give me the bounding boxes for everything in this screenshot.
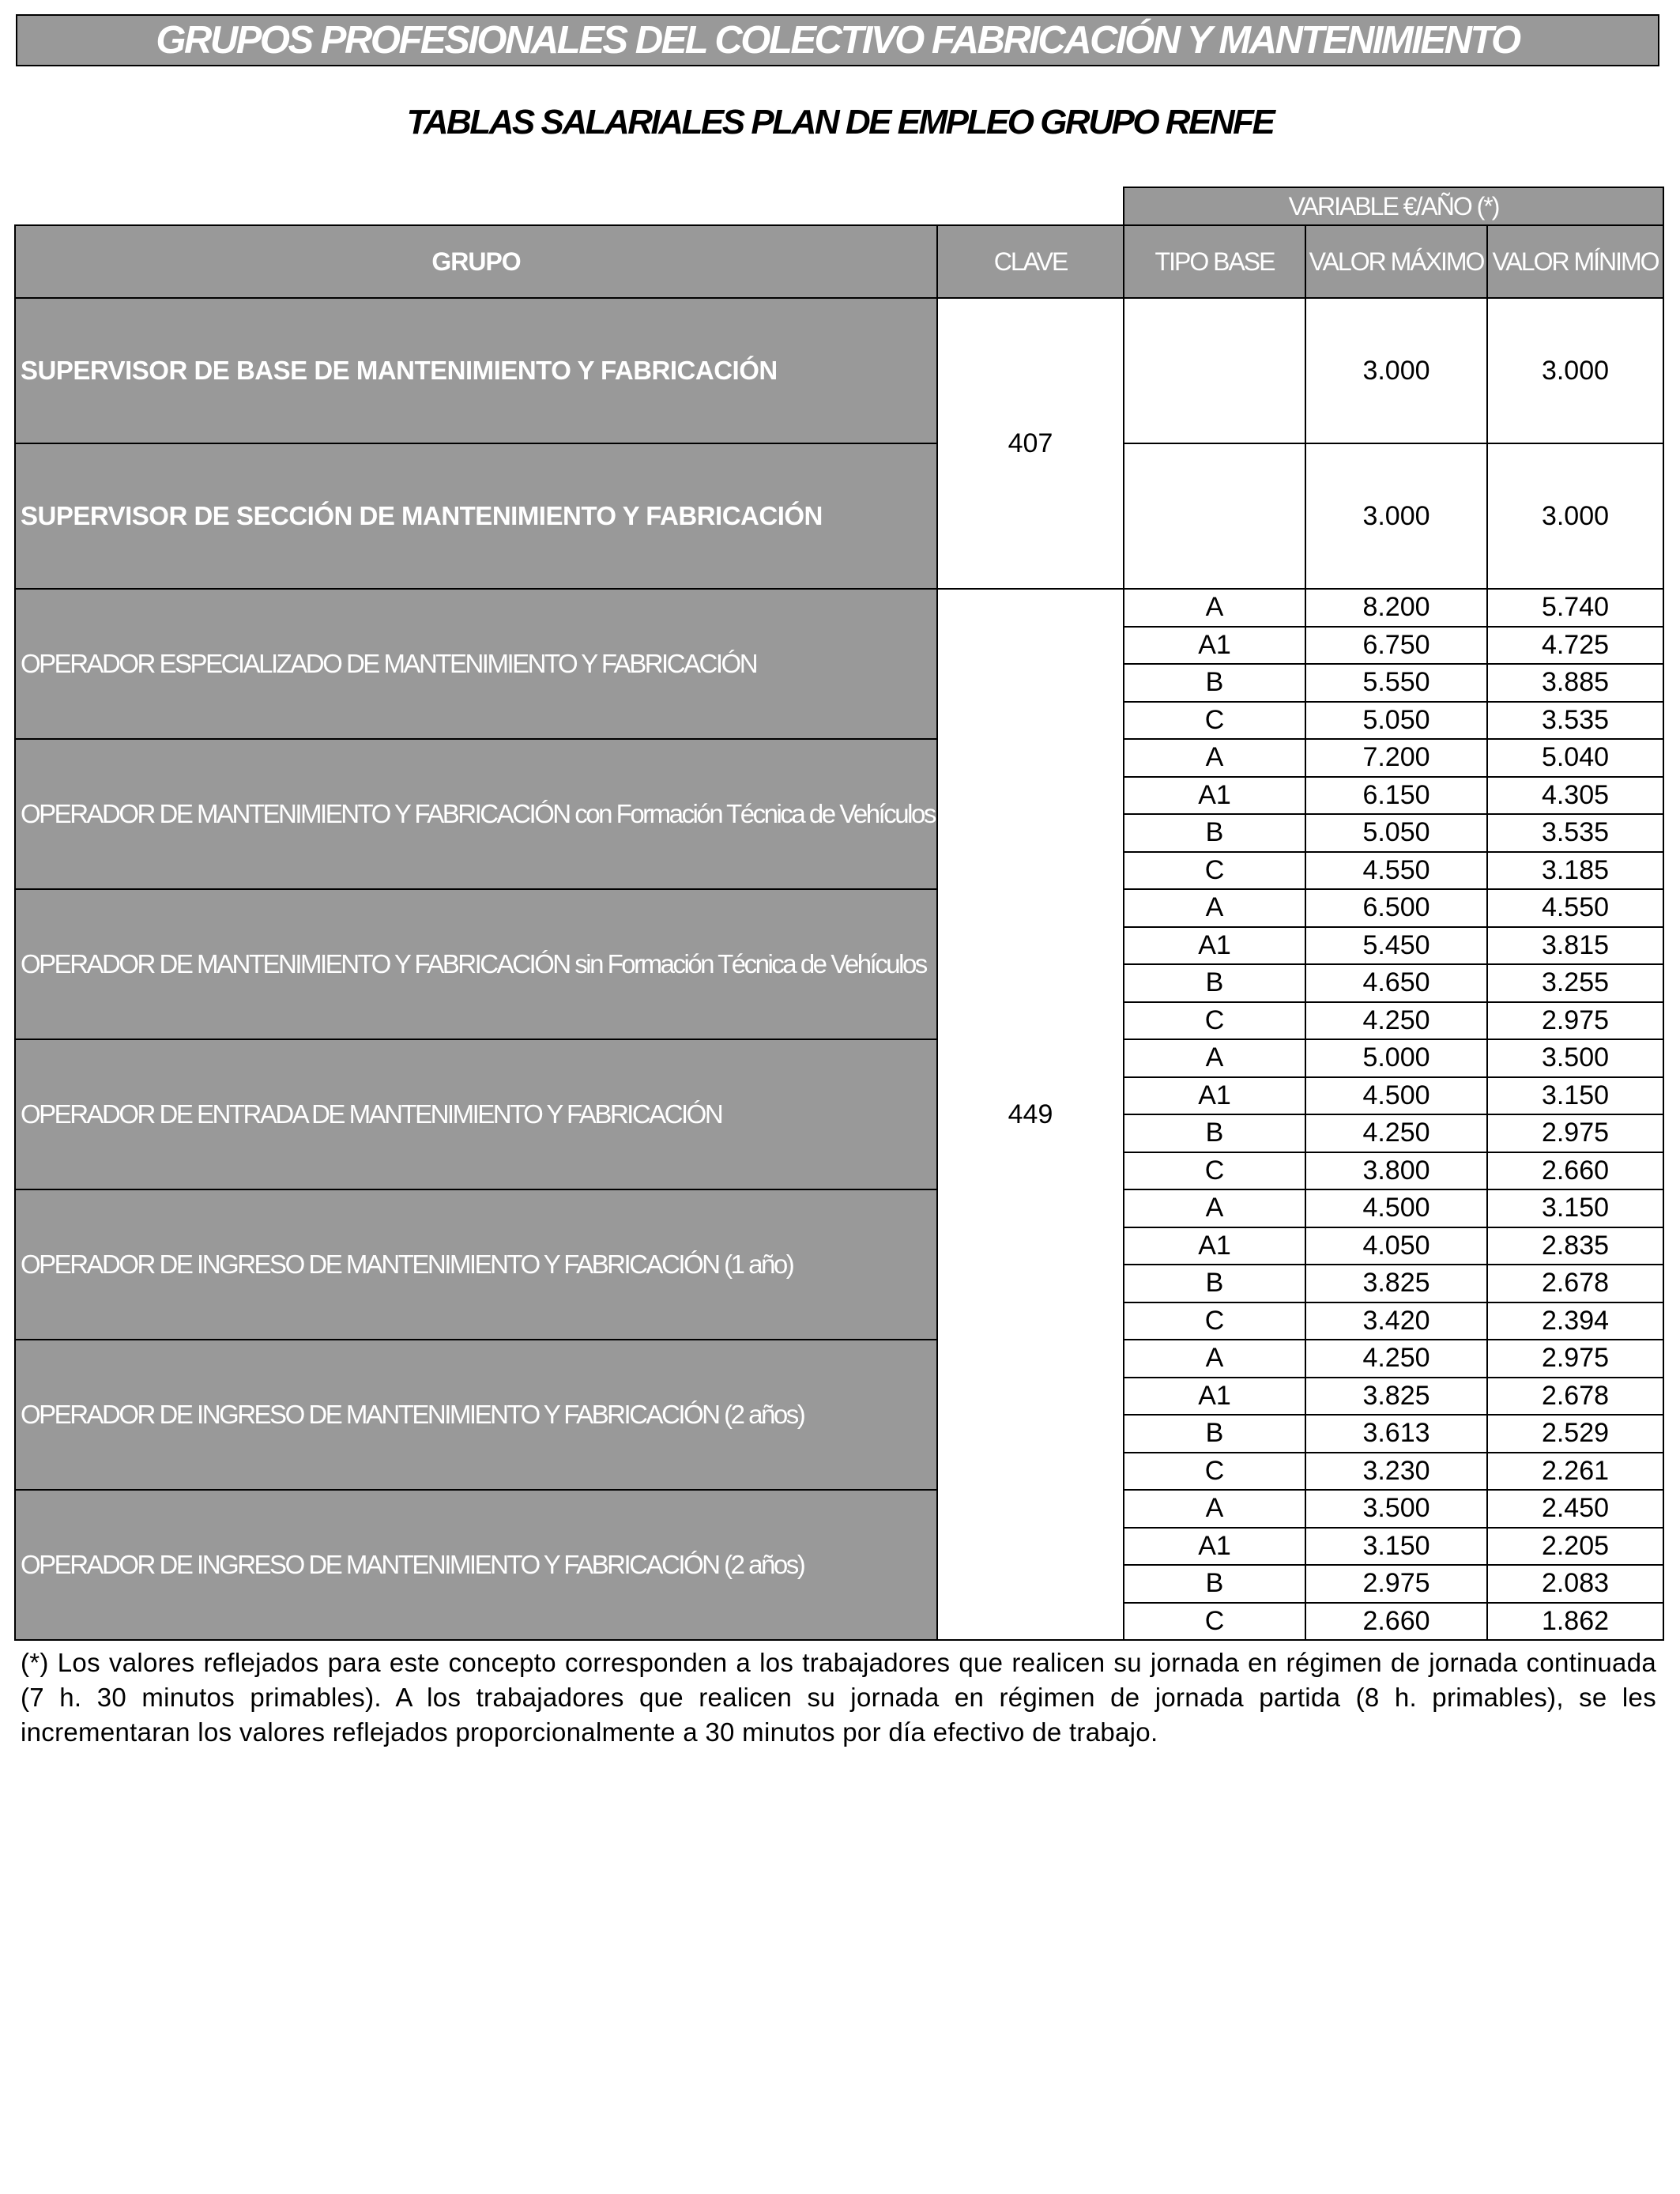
valor-maximo-cell: 3.613: [1305, 1415, 1487, 1453]
valor-maximo-cell: 4.500: [1305, 1189, 1487, 1227]
table-row: [15, 1490, 1663, 1528]
valor-maximo-cell: 3.420: [1305, 1302, 1487, 1340]
valor-minimo-cell: 3.815: [1487, 927, 1663, 965]
tipo-base-cell: A1: [1124, 777, 1305, 815]
header-spacer: [15, 187, 1124, 225]
footnote: (*) Los valores reflejados para este concepto corresponden a los trabajadores que realicen su jornada en régimen de jornada continuada (7 h. 30 minutos primables). A los trabajadores que realicen su jornada en régimen de jornada partida (8 h. primables), se les incrementaran los valores reflejados proporcionalmente a 30 minutos por día efectivo de trabajo.: [21, 1648, 1656, 1747]
valor-maximo-cell: 5.450: [1305, 927, 1487, 965]
table-row: [15, 889, 1663, 927]
table-row: [15, 739, 1663, 777]
tipo-base-cell: B: [1124, 814, 1305, 852]
salary-table: [14, 187, 1664, 1641]
grupo-cell: OPERADOR DE INGRESO DE MANTENIMIENTO Y FABRICACIÓN (1 año): [15, 1189, 937, 1340]
tipo-base-cell: B: [1124, 1265, 1305, 1302]
valor-maximo-cell: 8.200: [1305, 589, 1487, 627]
tipo-base-cell: A1: [1124, 927, 1305, 965]
header-variable: VARIABLE €/AÑO (*): [1124, 187, 1663, 225]
valor-maximo-cell: 4.550: [1305, 852, 1487, 890]
valor-maximo-cell: 4.500: [1305, 1077, 1487, 1115]
valor-maximo-cell: 4.250: [1305, 1340, 1487, 1378]
header-tipo-base: TIPO BASE: [1124, 225, 1305, 298]
valor-minimo-cell: 3.500: [1487, 1039, 1663, 1077]
table-row: [15, 443, 1663, 589]
valor-minimo-cell: 2.975: [1487, 1002, 1663, 1040]
table-row: [15, 298, 1663, 443]
valor-maximo-cell: 5.550: [1305, 664, 1487, 702]
tipo-base-cell: A: [1124, 1490, 1305, 1528]
valor-minimo-cell: 3.000: [1487, 298, 1663, 443]
valor-maximo-cell: 2.660: [1305, 1603, 1487, 1641]
tipo-base-cell: B: [1124, 1565, 1305, 1603]
valor-maximo-cell: 3.800: [1305, 1152, 1487, 1190]
valor-minimo-cell: 3.885: [1487, 664, 1663, 702]
tipo-base-cell: A: [1124, 1039, 1305, 1077]
grupo-cell: OPERADOR DE INGRESO DE MANTENIMIENTO Y FABRICACIÓN (2 años): [15, 1340, 937, 1490]
tipo-base-cell: A: [1124, 889, 1305, 927]
header-valor-minimo: VALOR MÍNIMO: [1487, 225, 1663, 298]
valor-maximo-cell: 5.050: [1305, 814, 1487, 852]
table-row: [15, 1189, 1663, 1227]
tipo-base-cell: A1: [1124, 1227, 1305, 1265]
tipo-base-cell: C: [1124, 1302, 1305, 1340]
valor-minimo-cell: 4.725: [1487, 627, 1663, 665]
valor-maximo-cell: 5.000: [1305, 1039, 1487, 1077]
valor-maximo-cell: 6.150: [1305, 777, 1487, 815]
valor-minimo-cell: 3.255: [1487, 964, 1663, 1002]
tipo-base-cell: C: [1124, 1152, 1305, 1190]
grupo-cell: SUPERVISOR DE SECCIÓN DE MANTENIMIENTO Y FABRICACIÓN: [15, 443, 937, 589]
tipo-base-cell: A1: [1124, 1528, 1305, 1566]
valor-minimo-cell: 5.040: [1487, 739, 1663, 777]
tipo-base-cell: B: [1124, 664, 1305, 702]
valor-minimo-cell: 3.185: [1487, 852, 1663, 890]
tipo-base-cell: A1: [1124, 627, 1305, 665]
tipo-base-cell: A: [1124, 1340, 1305, 1378]
valor-minimo-cell: 1.862: [1487, 1603, 1663, 1641]
valor-maximo-cell: 6.500: [1305, 889, 1487, 927]
valor-maximo-cell: 7.200: [1305, 739, 1487, 777]
valor-maximo-cell: 3.000: [1305, 298, 1487, 443]
tipo-base-cell: A: [1124, 739, 1305, 777]
tipo-base-cell: [1124, 443, 1305, 589]
grupo-cell: OPERADOR DE INGRESO DE MANTENIMIENTO Y FABRICACIÓN (2 años): [15, 1490, 937, 1640]
tipo-base-cell: C: [1124, 702, 1305, 740]
tipo-base-cell: B: [1124, 1114, 1305, 1152]
tipo-base-cell: A: [1124, 589, 1305, 627]
header-grupo: GRUPO: [15, 225, 937, 298]
valor-maximo-cell: 3.000: [1305, 443, 1487, 589]
tipo-base-cell: A1: [1124, 1378, 1305, 1416]
table-row: [15, 1340, 1663, 1378]
valor-minimo-cell: 3.150: [1487, 1189, 1663, 1227]
valor-minimo-cell: 2.660: [1487, 1152, 1663, 1190]
grupo-cell: OPERADOR ESPECIALIZADO DE MANTENIMIENTO Y FABRICACIÓN: [15, 589, 937, 739]
valor-minimo-cell: 2.529: [1487, 1415, 1663, 1453]
valor-maximo-cell: 4.650: [1305, 964, 1487, 1002]
clave-cell: 407: [937, 298, 1124, 589]
valor-maximo-cell: 3.230: [1305, 1453, 1487, 1491]
grupo-cell: OPERADOR DE MANTENIMIENTO Y FABRICACIÓN con Formación Técnica de Vehículos: [15, 739, 937, 889]
table-row: [15, 589, 1663, 627]
tipo-base-cell: A1: [1124, 1077, 1305, 1115]
valor-minimo-cell: 2.083: [1487, 1565, 1663, 1603]
header-clave: CLAVE: [937, 225, 1124, 298]
valor-maximo-cell: 2.975: [1305, 1565, 1487, 1603]
grupo-cell: SUPERVISOR DE BASE DE MANTENIMIENTO Y FABRICACIÓN: [15, 298, 937, 443]
tipo-base-cell: B: [1124, 1415, 1305, 1453]
valor-minimo-cell: 3.535: [1487, 814, 1663, 852]
valor-maximo-cell: 4.250: [1305, 1114, 1487, 1152]
valor-minimo-cell: 2.678: [1487, 1265, 1663, 1302]
valor-minimo-cell: 2.835: [1487, 1227, 1663, 1265]
valor-minimo-cell: 2.394: [1487, 1302, 1663, 1340]
clave-cell: 449: [937, 589, 1124, 1640]
tipo-base-cell: C: [1124, 852, 1305, 890]
table-row: [15, 1039, 1663, 1077]
document-banner-title: GRUPOS PROFESIONALES DEL COLECTIVO FABRICACIÓN Y MANTENIMIENTO: [16, 14, 1659, 66]
valor-minimo-cell: 2.975: [1487, 1114, 1663, 1152]
valor-minimo-cell: 4.305: [1487, 777, 1663, 815]
valor-maximo-cell: 3.825: [1305, 1378, 1487, 1416]
valor-minimo-cell: 2.450: [1487, 1490, 1663, 1528]
tipo-base-cell: B: [1124, 964, 1305, 1002]
valor-maximo-cell: 4.050: [1305, 1227, 1487, 1265]
valor-minimo-cell: 2.205: [1487, 1528, 1663, 1566]
valor-minimo-cell: 2.678: [1487, 1378, 1663, 1416]
valor-minimo-cell: 2.975: [1487, 1340, 1663, 1378]
valor-minimo-cell: 3.150: [1487, 1077, 1663, 1115]
valor-maximo-cell: 3.500: [1305, 1490, 1487, 1528]
document-subtitle: TABLAS SALARIALES PLAN DE EMPLEO GRUPO RENFE: [406, 103, 1274, 141]
valor-maximo-cell: 3.150: [1305, 1528, 1487, 1566]
header-valor-maximo: VALOR MÁXIMO: [1305, 225, 1487, 298]
valor-minimo-cell: 4.550: [1487, 889, 1663, 927]
valor-minimo-cell: 3.000: [1487, 443, 1663, 589]
tipo-base-cell: A: [1124, 1189, 1305, 1227]
valor-maximo-cell: 6.750: [1305, 627, 1487, 665]
tipo-base-cell: C: [1124, 1603, 1305, 1641]
tipo-base-cell: C: [1124, 1453, 1305, 1491]
valor-minimo-cell: 5.740: [1487, 589, 1663, 627]
valor-minimo-cell: 2.261: [1487, 1453, 1663, 1491]
valor-minimo-cell: 3.535: [1487, 702, 1663, 740]
tipo-base-cell: C: [1124, 1002, 1305, 1040]
valor-maximo-cell: 4.250: [1305, 1002, 1487, 1040]
tipo-base-cell: [1124, 298, 1305, 443]
grupo-cell: OPERADOR DE ENTRADA DE MANTENIMIENTO Y FABRICACIÓN: [15, 1039, 937, 1189]
grupo-cell: OPERADOR DE MANTENIMIENTO Y FABRICACIÓN sin Formación Técnica de Vehículos: [15, 889, 937, 1039]
valor-maximo-cell: 5.050: [1305, 702, 1487, 740]
valor-maximo-cell: 3.825: [1305, 1265, 1487, 1302]
